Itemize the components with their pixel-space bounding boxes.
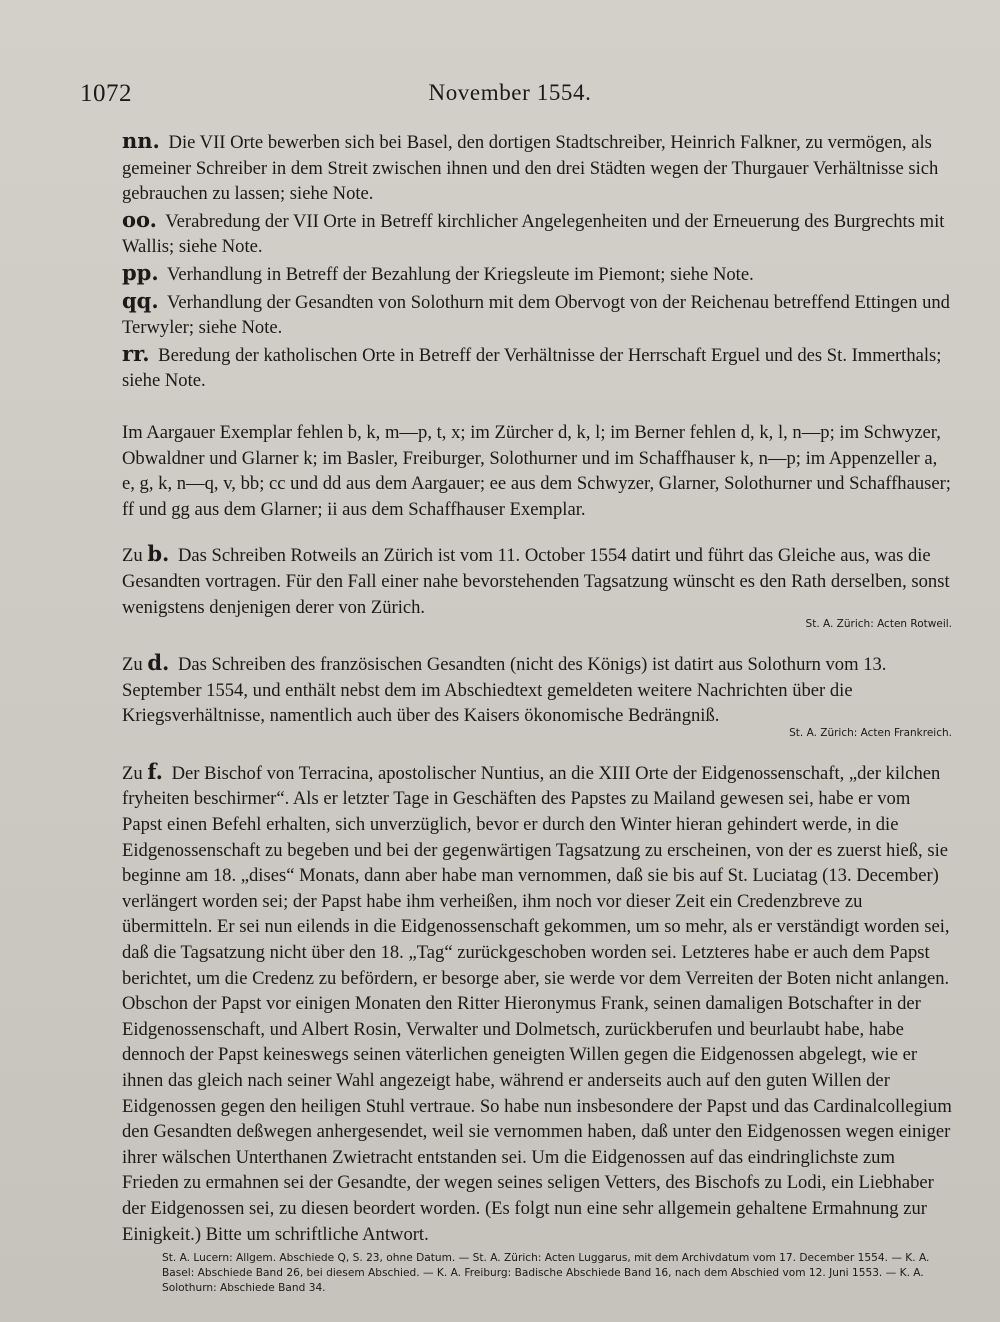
note-f	[122, 759, 952, 1247]
note-source: St. A. Zürich: Acten Rotweil.	[805, 618, 952, 631]
page-body	[122, 128, 952, 1296]
page-header	[80, 80, 940, 116]
note-source: St. A. Zürich: Acten Frankreich.	[789, 726, 952, 739]
note-lead: Zu	[122, 762, 143, 784]
entry-key: oo.	[122, 206, 157, 232]
entry-rr	[122, 341, 952, 394]
note-text: Das Schreiben des französischen Gesandten (nicht des Königs) ist datirt aus Solothurn vom 13. September 1554, und enthält nebst dem im Abschiedtext gemeldeten weitere Nachrichten über die Kriegsverhältnisse, namentlich auch über des Kaisers ökonomische Bedrängniß.	[122, 654, 887, 727]
entry-qq	[122, 288, 952, 341]
entry-text: Die VII Orte bewerben sich bei Basel, den dortigen Stadtschreiber, Heinrich Falkner, zu vermögen, als gemeiner Schreiber in dem Streit zwischen ihnen und den drei Städten wegen der Thurgauer Verhältnisse sich gebrauchen zu lassen; siehe Note.	[122, 132, 939, 205]
entry-text: Verhandlung in Betreff der Bezahlung der Kriegsleute im Piemont; siehe Note.	[167, 263, 754, 285]
note-text: Der Bischof von Terracina, apostolischer Nuntius, an die XIII Orte der Eidgenossenschaft, „der kilchen fryheiten beschirmer“. Als er letzter Tage in Geschäften des Papstes zu Mailand gewesen sei, habe er vom Papst einen Befehl erhalten, sich unverzüglich, bevor er durch den Winter hieran gehindert werde, in die Eidgenossenschaft zu begeben und bei der gegenwärtigen Tagsatzung zu erscheinen, von der es zuerst hieß, sie beginne am 18. „dises“ Monats, dann aber habe man vernommen, daß sie bis auf St. Luciatag (13. December) verlängert worden sei; der Papst habe ihm verheißen, ihm noch vor dieser Zeit ein Credenzbreve zu übermitteln. Er sei nun eilends in die Eidgenossenschaft gekommen, um so mehr, als er verständigt worden sei, daß die Tagsatzung nicht über den 18. „Tag“ zurückgeschoben worden sei. Letzteres habe er auch dem Papst berichtet, um die Credenz zu befördern, er besorge aber, sie werde vor dem Verreiten der Boten nicht anlangen. Obschon der Papst vor einigen Monaten den Ritter Hieronymus Frank, seinen damaligen Botschafter in der Eidgenossenschaft, und Albert Rosin, Verwalter und Dolmetsch, zurückberufen und beurlaubt habe, habe dennoch der Papst keineswegs seinen väterlichen geneigten Willen gegen die Eidgenossen abgelegt, wie er ihnen das gleich nach seiner Wahl angezeigt habe, während er anderseits auch auf den guten Willen der Eidgenossen gegen den heiligen Stuhl vertraue. So habe nun insbesondere der Papst und das Cardinalcollegium den Gesandten deßwegen anhergesendet, weil sie vernommen haben, daß unter den Eidgenossen wegen einiger ihrer wälschen Unterthanen Zwietracht entstanden sei. Um die Eidgenossen auf das eindringlichste zum Frieden zu ermahnen sei der Gesandte, der wegen seines seligen Vetters, des Bischofs zu Lodi, ein Liebhaber der Eidgenossen sei, zu diesen beordert worden. (Es folgt nun eine sehr allgemein gehaltene Ermahnung zur Einigkeit.) Bitte um schriftliche Antwort.	[122, 762, 952, 1245]
note-key: b.	[147, 541, 170, 567]
entry-nn	[122, 128, 952, 207]
note-lead: Zu	[122, 654, 143, 676]
note-b	[122, 541, 952, 631]
note-key: d.	[147, 650, 170, 676]
entry-text: Beredung der katholischen Orte in Betreff der Verhältnisse der Herrschaft Erguel und des St. Immerthals; siehe Note.	[122, 344, 942, 392]
entry-pp	[122, 260, 952, 288]
entry-key: nn.	[122, 128, 160, 153]
entry-text: Verabredung der VII Orte in Betreff kirchlicher Angelegenheiten und der Erneuerung des Burgrechts mit Wallis; siehe Note.	[122, 210, 945, 258]
note-lead: Zu	[122, 545, 143, 567]
entry-oo	[122, 207, 952, 260]
source-footnote: St. A. Lucern: Allgem. Abschiede Q, S. 23, ohne Datum. — St. A. Zürich: Acten Luggarus, mit dem Archivdatum vom 17. December 1554. — K. A. Basel: Abschiede Band 26, bei diesem Abschied. — K. A. Freiburg: Badische Abschiede Band 16, nach dem Abschied vom 12. Juni 1553. — K. A. Solothurn: Abschiede Band 34.	[162, 1252, 930, 1295]
entry-text: Verhandlung der Gesandten von Solothurn mit dem Obervogt von der Reichenau betreffend Ettingen und Terwyler; siehe Note.	[122, 291, 950, 339]
exemplar-note: Im Aargauer Exemplar fehlen b, k, m—p, t, x; im Zürcher d, k, l; im Berner fehlen d, k, l, n—p; im Schwyzer, Obwaldner und Glarner k; im Basler, Freiburger, Solothurner und im Schaffhauser k, n—p; im Appenzeller a, e, g, k, n—q, v, bb; cc und dd aus dem Aargauer; ee aus dem Schwyzer, Glarner, Solothurner und Schaffhauser; ff und gg aus dem Glarner; ii aus dem Schaffhauser Exemplar.	[122, 421, 951, 520]
running-title: November 1554.	[428, 80, 592, 105]
note-text: Das Schreiben Rotweils an Zürich ist vom 11. October 1554 datirt und führt das Gleiche aus, was die Gesandten vortragen. Für den Fall einer nahe bevorstehenden Tagsatzung wünscht es den Rath derselben, sonst wenigstens denjenigen derer von Zürich.	[122, 545, 950, 618]
note-d	[122, 650, 952, 740]
entry-key: pp.	[122, 259, 159, 285]
page-number: 1072	[80, 80, 132, 107]
entry-key: rr.	[122, 340, 150, 366]
note-key: f.	[147, 758, 163, 784]
entry-key: qq.	[122, 287, 159, 313]
